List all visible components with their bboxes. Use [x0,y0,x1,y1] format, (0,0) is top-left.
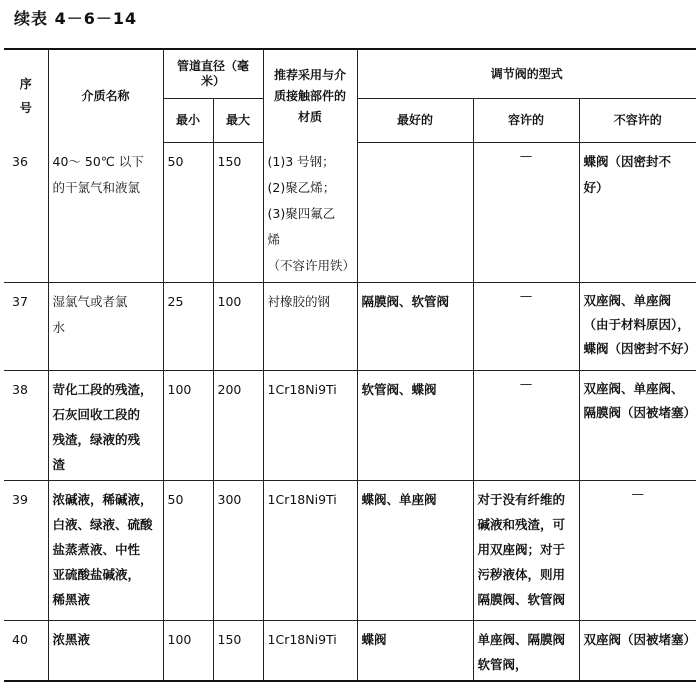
table-row [4,283,696,371]
best-valve: 蝶阀 [361,632,387,647]
best-valve [358,143,473,149]
medium-name: 苛化工段的残渣， 石灰回收工段的 残渣，绿液的残 渣 [52,382,153,472]
max-diameter: 300 [217,492,242,507]
min-diameter: 50 [167,492,184,507]
max-diameter: 150 [217,154,242,169]
valve-selection-table [4,48,696,682]
min-diameter: 100 [167,632,192,647]
not-allowed-valve: 蝶阀（因密封不 好） [583,154,672,195]
allowed-valve: — [519,148,533,163]
row-number: 37 [12,294,28,309]
table-row [4,621,696,681]
not-allowed-valve: 双座阀（因被堵塞） [583,632,697,647]
material-cell: 1Cr18Ni9Ti [267,632,337,647]
header-not-allowed: 不容许的 [579,99,696,143]
material-cell: 1Cr18Ni9Ti [267,492,337,507]
best-valve: 隔膜阀、软管阀 [361,294,450,309]
header-min: 最小 [163,99,213,143]
row-number: 40 [12,632,28,647]
header-pipe-diameter: 管道直径（毫米） [163,49,263,99]
not-allowed-valve: 双座阀、单座阀、 隔膜阀（因被堵塞） [583,381,697,420]
min-diameter: 25 [167,294,184,309]
allowed-valve: — [519,376,533,391]
medium-name: 湿氯气或者氯 水 [52,294,128,335]
not-allowed-valve: 双座阀、单座阀 （由于材料原因）， 蝶阀（因密封不好） [583,293,697,356]
header-max: 最大 [213,99,263,143]
allowed-valve: 单座阀、隔膜阀 软管阀， [477,632,566,672]
min-diameter: 100 [167,382,192,397]
row-number: 36 [12,153,28,169]
medium-name: 浓碱液，稀碱液， 白液、绿液、硫酸 盐蒸煮液、中性 亚硫酸盐碱液， 稀黑液 [52,492,153,607]
table-row [4,481,696,621]
material-cell: 衬橡胶的钢 [267,294,331,309]
header-valve-type: 调节阀的型式 [357,49,696,99]
table-row [4,371,696,481]
best-valve: 软管阀、蝶阀 [361,382,437,397]
header-allowed: 容许的 [473,99,579,143]
material-cell: (1)3 号钢； (2)聚乙烯； (3)聚四氟乙 烯 （不容许用铁） [267,153,356,273]
header-best: 最好的 [357,99,473,143]
table-row [4,143,696,283]
medium-name: 浓黑液 [52,632,91,647]
table-caption: 续表 4－6－14 [14,9,138,28]
allowed-valve: 对于没有纤维的 碱液和残渣，可 用双座阀；对于 污秽液体，则用 隔膜阀、软管阀 [477,492,566,607]
min-diameter: 50 [167,154,184,169]
max-diameter: 200 [217,382,242,397]
header-material: 推荐采用与介质接触部件的材质 [263,49,357,143]
header-medium: 介质名称 [48,49,163,143]
row-number: 39 [12,492,28,507]
row-number: 38 [12,382,28,397]
header-seq: 序号 [4,49,48,143]
medium-name: 40～ 50℃ 以下 的干氯气和液氯 [52,153,144,195]
not-allowed-valve: — [631,486,645,501]
allowed-valve: — [519,288,533,303]
max-diameter: 100 [217,294,242,309]
max-diameter: 150 [217,632,242,647]
material-cell: 1Cr18Ni9Ti [267,382,337,397]
best-valve: 蝶阀、单座阀 [361,492,437,507]
